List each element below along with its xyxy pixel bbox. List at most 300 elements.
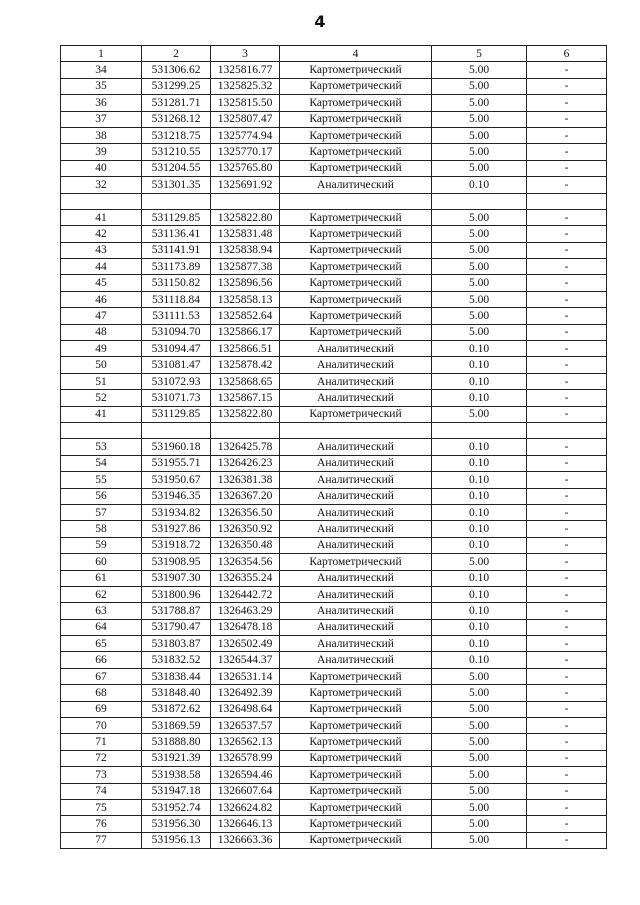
table-cell: Аналитический: [280, 341, 432, 357]
table-cell: 75: [61, 799, 142, 815]
table-row: [61, 734, 607, 750]
table-cell: 53: [61, 439, 142, 455]
table-row: [61, 685, 607, 701]
table-cell: 0.10: [432, 472, 527, 488]
table-row: [61, 275, 607, 291]
table-cell: 531790.47: [142, 619, 211, 635]
table-cell: Аналитический: [280, 652, 432, 668]
table-cell: 5.00: [432, 259, 527, 275]
table-row: [61, 144, 607, 160]
table-cell: 531803.87: [142, 636, 211, 652]
table-cell: [280, 422, 432, 438]
table-cell: 1326578.99: [211, 750, 280, 766]
table-cell: 1326355.24: [211, 570, 280, 586]
table-cell: 67: [61, 668, 142, 684]
table-cell: -: [527, 242, 607, 258]
table-row: [61, 636, 607, 652]
table-row: [61, 783, 607, 799]
table-cell: Аналитический: [280, 177, 432, 193]
table-cell: Картометрический: [280, 226, 432, 242]
table-cell: -: [527, 701, 607, 717]
table-cell: -: [527, 226, 607, 242]
table-cell: 1326381.38: [211, 472, 280, 488]
table-row: [61, 603, 607, 619]
table-cell: Аналитический: [280, 636, 432, 652]
table-cell: 531268.12: [142, 111, 211, 127]
table-cell: 531956.13: [142, 832, 211, 848]
table-row: [61, 488, 607, 504]
table-cell: 1326367.20: [211, 488, 280, 504]
table-row: [61, 242, 607, 258]
table-cell: -: [527, 111, 607, 127]
column-header: 2: [142, 46, 211, 62]
table-cell: 0.10: [432, 439, 527, 455]
table-cell: 1325852.64: [211, 308, 280, 324]
table-cell: 47: [61, 308, 142, 324]
table-cell: -: [527, 308, 607, 324]
table-cell: Картометрический: [280, 750, 432, 766]
table-cell: 1325822.80: [211, 209, 280, 225]
table-row: [61, 521, 607, 537]
table-cell: 531111.53: [142, 308, 211, 324]
table-cell: 5.00: [432, 554, 527, 570]
table-cell: 1325822.80: [211, 406, 280, 422]
table-cell: 5.00: [432, 734, 527, 750]
table-cell: 1326646.13: [211, 816, 280, 832]
table-cell: 1326544.37: [211, 652, 280, 668]
table-cell: 531800.96: [142, 586, 211, 602]
table-cell: 1326463.29: [211, 603, 280, 619]
table-cell: -: [527, 799, 607, 815]
table-cell: 0.10: [432, 537, 527, 553]
table-cell: 1325867.15: [211, 390, 280, 406]
table-cell: 63: [61, 603, 142, 619]
table-cell: 1326425.78: [211, 439, 280, 455]
table-cell: 1325831.48: [211, 226, 280, 242]
table-cell: 0.10: [432, 455, 527, 471]
table-cell: [211, 422, 280, 438]
table-cell: Картометрический: [280, 406, 432, 422]
table-cell: 38: [61, 127, 142, 143]
table-cell: 531136.41: [142, 226, 211, 242]
table-cell: 1325825.32: [211, 78, 280, 94]
table-cell: 1325765.80: [211, 160, 280, 176]
table-cell: 531838.44: [142, 668, 211, 684]
table-cell: -: [527, 586, 607, 602]
table-cell: 0.10: [432, 390, 527, 406]
table-cell: 5.00: [432, 767, 527, 783]
table-cell: 531071.73: [142, 390, 211, 406]
table-cell: -: [527, 324, 607, 340]
table-cell: 34: [61, 62, 142, 78]
table-cell: Картометрический: [280, 95, 432, 111]
table-cell: 5.00: [432, 78, 527, 94]
table-row: [61, 111, 607, 127]
table-cell: -: [527, 341, 607, 357]
column-header: 1: [61, 46, 142, 62]
table-cell: -: [527, 291, 607, 307]
column-header: 5: [432, 46, 527, 62]
table-cell: Картометрический: [280, 78, 432, 94]
table-cell: 1325770.17: [211, 144, 280, 160]
table-cell: 1325878.42: [211, 357, 280, 373]
table-cell: -: [527, 259, 607, 275]
column-header: 4: [280, 46, 432, 62]
table-cell: 531956.30: [142, 816, 211, 832]
table-cell: 531872.62: [142, 701, 211, 717]
table-cell: -: [527, 78, 607, 94]
table-row: [61, 193, 607, 209]
table-cell: 1326502.49: [211, 636, 280, 652]
table-cell: -: [527, 652, 607, 668]
table-cell: Картометрический: [280, 62, 432, 78]
table-row: [61, 127, 607, 143]
table-row: [61, 668, 607, 684]
table-cell: 531934.82: [142, 504, 211, 520]
table-cell: 5.00: [432, 816, 527, 832]
table-cell: 531947.18: [142, 783, 211, 799]
table-cell: 531848.40: [142, 685, 211, 701]
table-cell: 76: [61, 816, 142, 832]
table-cell: 5.00: [432, 209, 527, 225]
table-cell: -: [527, 144, 607, 160]
table-cell: 531173.89: [142, 259, 211, 275]
table-cell: Картометрический: [280, 783, 432, 799]
table-cell: 72: [61, 750, 142, 766]
table-cell: 531299.25: [142, 78, 211, 94]
table-cell: 531952.74: [142, 799, 211, 815]
table-cell: Аналитический: [280, 439, 432, 455]
column-header: 6: [527, 46, 607, 62]
table-cell: -: [527, 603, 607, 619]
table-cell: 5.00: [432, 111, 527, 127]
table-cell: 531129.85: [142, 406, 211, 422]
table-cell: [61, 422, 142, 438]
table-cell: 1325896.56: [211, 275, 280, 291]
table-cell: 531081.47: [142, 357, 211, 373]
table-cell: 5.00: [432, 701, 527, 717]
table-cell: 71: [61, 734, 142, 750]
table-cell: -: [527, 472, 607, 488]
table-cell: 48: [61, 324, 142, 340]
table-cell: 1326498.64: [211, 701, 280, 717]
table-cell: 64: [61, 619, 142, 635]
table-cell: Картометрический: [280, 701, 432, 717]
table-cell: 531218.75: [142, 127, 211, 143]
table-cell: 5.00: [432, 62, 527, 78]
table-row: [61, 226, 607, 242]
table-cell: -: [527, 127, 607, 143]
table-cell: Аналитический: [280, 455, 432, 471]
table-cell: 45: [61, 275, 142, 291]
table-cell: Картометрический: [280, 259, 432, 275]
table-cell: 531306.62: [142, 62, 211, 78]
table-cell: 1325774.94: [211, 127, 280, 143]
table-cell: -: [527, 832, 607, 848]
table-cell: 5.00: [432, 242, 527, 258]
table-cell: [280, 193, 432, 209]
table-cell: 531960.18: [142, 439, 211, 455]
table-cell: 531301.35: [142, 177, 211, 193]
table-row: [61, 308, 607, 324]
table-row: [61, 439, 607, 455]
table-cell: 5.00: [432, 226, 527, 242]
table-cell: -: [527, 685, 607, 701]
table-cell: Картометрический: [280, 144, 432, 160]
table-cell: 0.10: [432, 586, 527, 602]
table-cell: -: [527, 554, 607, 570]
table-cell: 68: [61, 685, 142, 701]
table-cell: -: [527, 275, 607, 291]
table-cell: Картометрический: [280, 832, 432, 848]
table-cell: -: [527, 95, 607, 111]
table-cell: 40: [61, 160, 142, 176]
table-cell: 5.00: [432, 144, 527, 160]
table-cell: Картометрический: [280, 291, 432, 307]
table-cell: Картометрический: [280, 668, 432, 684]
table-cell: 1326607.64: [211, 783, 280, 799]
table-cell: 5.00: [432, 324, 527, 340]
table-cell: Аналитический: [280, 504, 432, 520]
table-row: [61, 390, 607, 406]
table-cell: 531094.70: [142, 324, 211, 340]
table-row: [61, 652, 607, 668]
table-cell: 5.00: [432, 718, 527, 734]
table-cell: -: [527, 521, 607, 537]
table-cell: Картометрический: [280, 275, 432, 291]
table-cell: Картометрический: [280, 127, 432, 143]
table-body: [61, 62, 607, 849]
table-cell: 1325838.94: [211, 242, 280, 258]
table-cell: 5.00: [432, 308, 527, 324]
table-cell: 1325877.38: [211, 259, 280, 275]
table-cell: 57: [61, 504, 142, 520]
table-cell: 1326531.14: [211, 668, 280, 684]
table-cell: 74: [61, 783, 142, 799]
table-cell: 5.00: [432, 750, 527, 766]
table-cell: -: [527, 816, 607, 832]
table-cell: 1325816.77: [211, 62, 280, 78]
table-cell: 41: [61, 209, 142, 225]
table-row: [61, 373, 607, 389]
table-cell: [211, 193, 280, 209]
table-cell: -: [527, 160, 607, 176]
table-cell: Картометрический: [280, 816, 432, 832]
table-cell: 61: [61, 570, 142, 586]
table-cell: -: [527, 537, 607, 553]
table-cell: 36: [61, 95, 142, 111]
table-cell: [432, 193, 527, 209]
table-cell: 531788.87: [142, 603, 211, 619]
table-cell: Картометрический: [280, 734, 432, 750]
table-cell: [527, 193, 607, 209]
table-cell: Картометрический: [280, 111, 432, 127]
table-cell: Картометрический: [280, 685, 432, 701]
table-cell: -: [527, 373, 607, 389]
table-cell: -: [527, 619, 607, 635]
table-cell: 5.00: [432, 783, 527, 799]
table-row: [61, 570, 607, 586]
table-cell: 5.00: [432, 275, 527, 291]
table-cell: 531832.52: [142, 652, 211, 668]
table-cell: 5.00: [432, 668, 527, 684]
table-cell: -: [527, 570, 607, 586]
table-cell: 35: [61, 78, 142, 94]
table-row: [61, 701, 607, 717]
table-cell: 1326492.39: [211, 685, 280, 701]
table-cell: -: [527, 636, 607, 652]
table-cell: 1325807.47: [211, 111, 280, 127]
table-row: [61, 718, 607, 734]
table-cell: 531938.58: [142, 767, 211, 783]
table-cell: 531094.47: [142, 341, 211, 357]
table-row: [61, 291, 607, 307]
table-cell: 0.10: [432, 177, 527, 193]
table-row: [61, 455, 607, 471]
table-cell: Картометрический: [280, 324, 432, 340]
table-cell: -: [527, 357, 607, 373]
table-cell: 531950.67: [142, 472, 211, 488]
table-cell: Аналитический: [280, 472, 432, 488]
table-cell: 5.00: [432, 685, 527, 701]
table-cell: 1325868.65: [211, 373, 280, 389]
coordinates-table: [60, 45, 607, 849]
table-row: [61, 209, 607, 225]
table-cell: 69: [61, 701, 142, 717]
table-cell: [527, 422, 607, 438]
table-row: [61, 78, 607, 94]
table-row: [61, 341, 607, 357]
table-cell: 0.10: [432, 488, 527, 504]
table-cell: 0.10: [432, 570, 527, 586]
table-cell: 1326350.92: [211, 521, 280, 537]
table-cell: 0.10: [432, 603, 527, 619]
table-cell: [432, 422, 527, 438]
table-cell: Картометрический: [280, 767, 432, 783]
table-cell: 49: [61, 341, 142, 357]
table-cell: 531204.55: [142, 160, 211, 176]
table-cell: 531869.59: [142, 718, 211, 734]
table-cell: Картометрический: [280, 209, 432, 225]
table-cell: 0.10: [432, 619, 527, 635]
table-cell: -: [527, 209, 607, 225]
table-cell: 531946.35: [142, 488, 211, 504]
column-header: 3: [211, 46, 280, 62]
page-number: 4: [314, 12, 326, 31]
table-cell: 62: [61, 586, 142, 602]
table-cell: -: [527, 62, 607, 78]
table-cell: 531129.85: [142, 209, 211, 225]
table-cell: Аналитический: [280, 570, 432, 586]
table-cell: 531927.86: [142, 521, 211, 537]
table-cell: 1326594.46: [211, 767, 280, 783]
table-row: [61, 259, 607, 275]
table-cell: 54: [61, 455, 142, 471]
table-cell: 1326663.36: [211, 832, 280, 848]
table-cell: 5.00: [432, 95, 527, 111]
table-cell: 531141.91: [142, 242, 211, 258]
table-cell: 66: [61, 652, 142, 668]
table-cell: 0.10: [432, 652, 527, 668]
table-cell: 52: [61, 390, 142, 406]
table-cell: 1325866.17: [211, 324, 280, 340]
table-cell: 1325866.51: [211, 341, 280, 357]
table-row: [61, 472, 607, 488]
table-cell: 0.10: [432, 504, 527, 520]
table-header-row: [61, 46, 607, 62]
table-cell: 531072.93: [142, 373, 211, 389]
table-cell: 5.00: [432, 127, 527, 143]
table-cell: Картометрический: [280, 242, 432, 258]
table-cell: 1326356.50: [211, 504, 280, 520]
table-cell: -: [527, 406, 607, 422]
table-cell: 5.00: [432, 291, 527, 307]
table-row: [61, 95, 607, 111]
table-row: [61, 832, 607, 848]
table-row: [61, 750, 607, 766]
table-cell: 531955.71: [142, 455, 211, 471]
table-cell: 44: [61, 259, 142, 275]
table-cell: Аналитический: [280, 603, 432, 619]
table-cell: Картометрический: [280, 160, 432, 176]
table-cell: 531210.55: [142, 144, 211, 160]
table-cell: 73: [61, 767, 142, 783]
table-row: [61, 767, 607, 783]
table-cell: Аналитический: [280, 373, 432, 389]
table-cell: Аналитический: [280, 390, 432, 406]
table-row: [61, 160, 607, 176]
table-cell: 1326624.82: [211, 799, 280, 815]
table-cell: -: [527, 455, 607, 471]
table-cell: 42: [61, 226, 142, 242]
table-cell: -: [527, 668, 607, 684]
table-cell: -: [527, 783, 607, 799]
table-cell: 1326442.72: [211, 586, 280, 602]
table-row: [61, 406, 607, 422]
table-cell: 5.00: [432, 160, 527, 176]
table-cell: -: [527, 390, 607, 406]
table-row: [61, 799, 607, 815]
table-cell: 50: [61, 357, 142, 373]
table-row: [61, 816, 607, 832]
table-cell: 5.00: [432, 832, 527, 848]
table-cell: 58: [61, 521, 142, 537]
table-cell: -: [527, 177, 607, 193]
table-cell: 60: [61, 554, 142, 570]
table-cell: 0.10: [432, 341, 527, 357]
table-cell: 5.00: [432, 799, 527, 815]
table-cell: 77: [61, 832, 142, 848]
table-cell: 0.10: [432, 357, 527, 373]
table-cell: 56: [61, 488, 142, 504]
table-row: [61, 324, 607, 340]
table-cell: 5.00: [432, 406, 527, 422]
table-cell: Аналитический: [280, 619, 432, 635]
table-cell: 531921.39: [142, 750, 211, 766]
table-cell: 531281.71: [142, 95, 211, 111]
table-cell: [61, 193, 142, 209]
table-cell: 1326537.57: [211, 718, 280, 734]
table-cell: -: [527, 767, 607, 783]
table-cell: 55: [61, 472, 142, 488]
table-cell: -: [527, 734, 607, 750]
table-cell: 1325815.50: [211, 95, 280, 111]
table-cell: Аналитический: [280, 537, 432, 553]
table-cell: -: [527, 488, 607, 504]
table-cell: 531908.95: [142, 554, 211, 570]
table-row: [61, 586, 607, 602]
table-cell: 531118.84: [142, 291, 211, 307]
